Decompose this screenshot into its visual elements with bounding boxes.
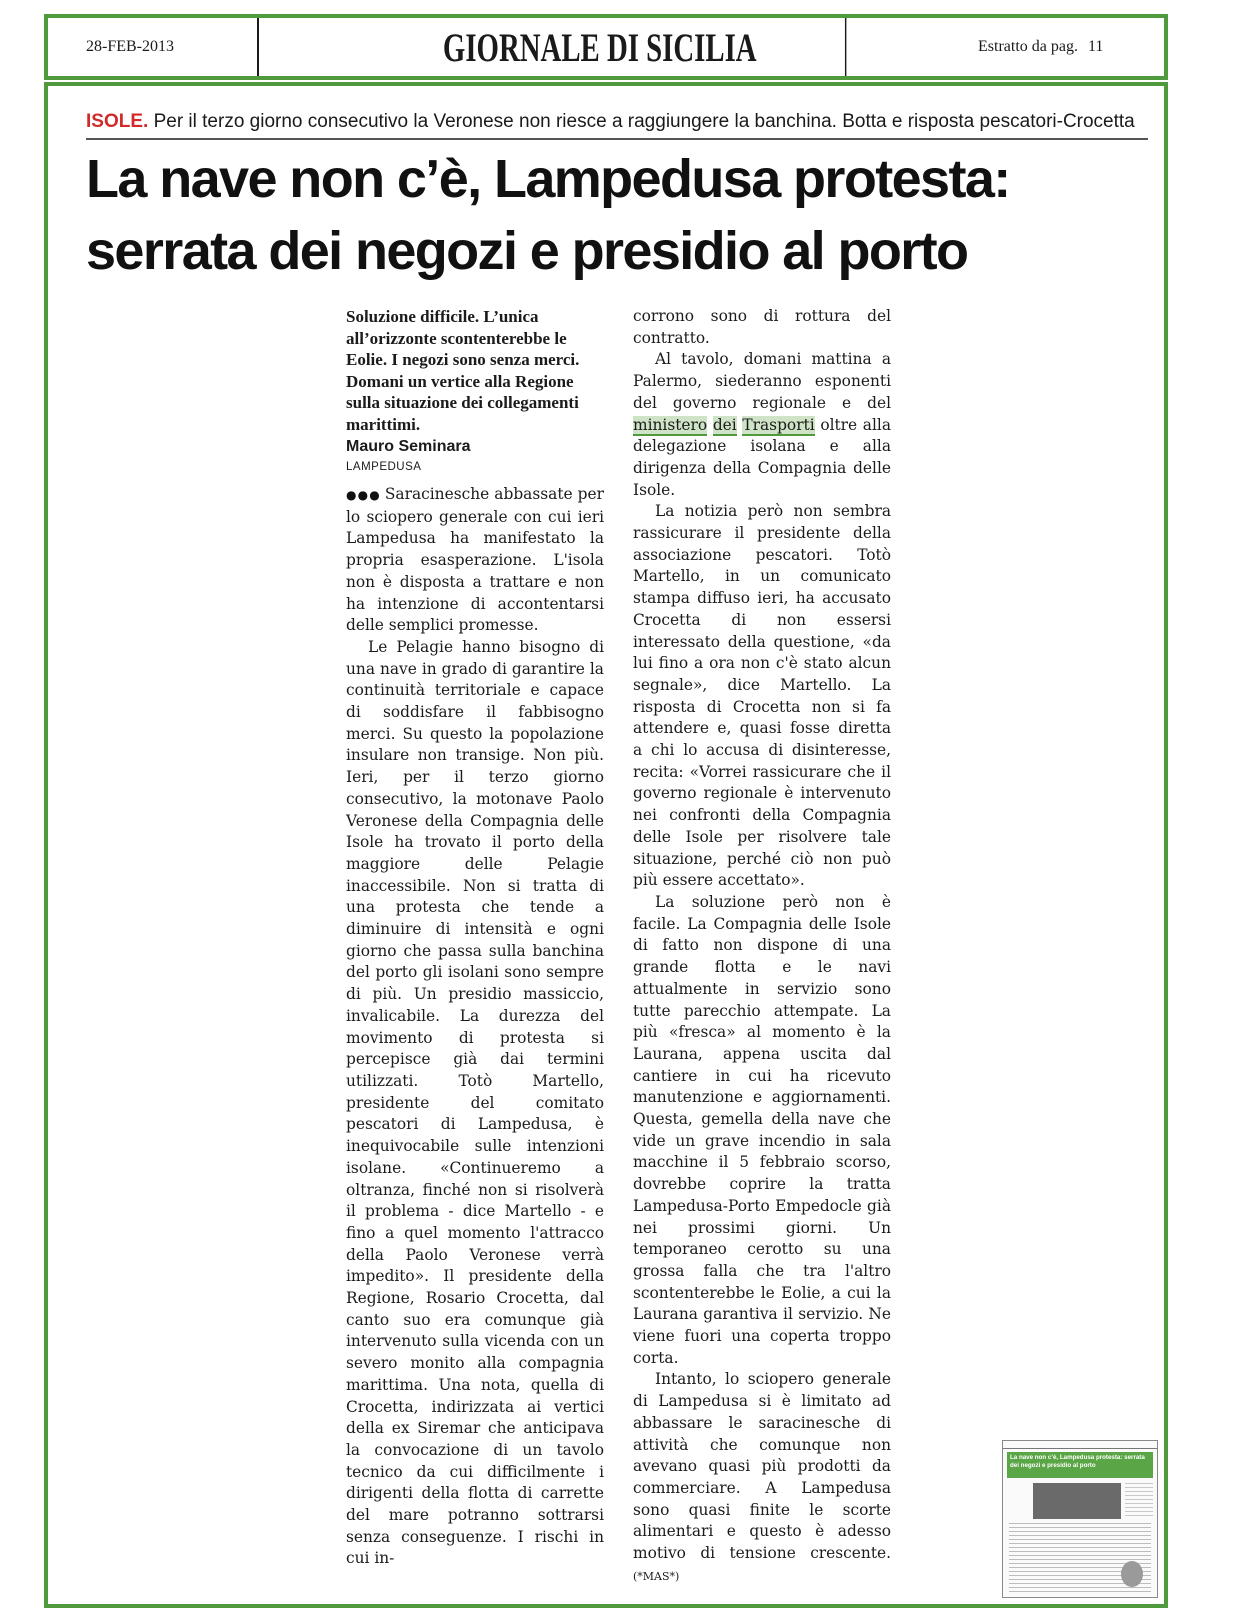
headline [86,143,1166,287]
page-label: Estratto da pag. [978,38,1078,55]
body-paragraph: corrono sono di rottura del contratto. [633,307,891,347]
body-paragraph [633,1369,891,1587]
body-paragraph [346,484,604,637]
lead-marker: ●●● [346,488,381,502]
body-paragraph: Le Pelagie hanno bisogno di una nave in grado di garantire la continuità territoriale e capace di soddisfare il fabbisogno merci. Su questo la popolazione insulare non transige. Non più. Ieri, per il terzo giorno consecutivo, la motonave Paolo Veronese della Compagnia delle Isole ha trovato il porto della maggiore delle Pelagie inaccessibile. Non si tratta di una protesta che tende a diminuire di intensità e ogni giorno che passa sulla banchina del porto gli isolani sono sempre di più. Un presidio massiccio, invalicabile. La durezza del movimento di protesta si percepisce già dai termini utilizzati. Totò Martello, presidente del comitato pescatori di Lampedusa, è inequivocabile sulle intenzioni isolane. «Continueremo a oltranza, finché non si risolverà il problema - dice Martello - e fino a quel momento l'attracco della Paolo Veronese verrà impedito». Il presidente della Regione, Rosario Crocetta, dal canto suo era comunque già intervenuto sulla vicenda con un severo monito alla compagnia marittima. Una nota, quella di Crocetta, indirizzata ai vertici della ex Siremar che anticipava la convocazione di un tavolo tecnico da cui difficilmente i dirigenti della flotta di carrette del mare potranno sottrarsi senza conseguenze. I rischi in cui in- [346,637,604,1568]
article-column-1 [346,306,604,1570]
thumbnail-portrait [1121,1561,1143,1587]
body-paragraph: La notizia però non sembra rassicurare il presidente della associazione pescatori. Totò Martello, in un comunicato stampa diffuso ieri, ha accusato Crocetta di non essersi interessato della questione, «da lui fino a ora non c'è stato alcun segnale», dice Martello. La risposta di Crocetta non si fa attendere e, quasi fosse diretta a chi lo accusa di disinteresse, recita: «Vorrei rassicurare che il governo regionale è intervenuto nei confronti della Compagnia delle Isole per risolvere tale situazione, perché ciò non può più essere accettato». [633,502,891,890]
thumbnail-sidebar [1125,1483,1153,1519]
page-number: 11 [1087,38,1104,55]
newspaper-logo: GIORNALE DI SICILIA [355,18,847,76]
page-thumbnail [1002,1440,1158,1598]
paragraph-text: Al tavolo, domani mattina a Palermo, siederanno esponenti del governo regionale e del [633,350,891,412]
publication-date: 28-FEB-2013 [48,18,259,76]
author-signature: (*MAS*) [633,1569,680,1583]
article-summary: Soluzione difficile. L’unica all’orizzonte scontenterebbe le Eolie. I negozi sono senza merci. Domani un vertice alla Regione sulla situazione dei collegamenti marittimi. [346,307,580,434]
kicker-label: ISOLE. [86,111,149,132]
thumbnail-title: La nave non c’è, Lampedusa protesta: serrata dei negozi e presidio al porto [1007,1452,1153,1478]
newspaper-header [44,14,1168,80]
paragraph-text: oltre alla delegazione isolana e alla dirigenza della Compagnia delle Isole. [633,415,891,499]
kicker-text: Per il terzo giorno consecutivo la Veronese non riesce a raggiungere la banchina. Botta e risposta pescatori-Crocetta [153,111,1135,132]
headline-line-2: serrata dei negozi e presidio al porto [86,221,968,281]
highlighted-word: dei [712,415,737,434]
body-paragraph: La soluzione però non è facile. La Compagnia delle Isole di fatto non dispone di una grande flotta e le navi attualmente in servizio sono tutte parecchio attempate. La più «fresca» al momento è la Laurana, appena uscita dal cantiere in cui ha ricevuto manutenzione e aggiornamenti. Questa, gemella della nave che vide un grave incendio in sala macchine il 5 febbraio scorso, dovrebbe coprire la tratta Lampedusa-Porto Empedocle già nei prossimi giorni. Un temporaneo cerotto su una grossa falla che tra l'altro scontenterebbe le Eolie, a cui la Laurana garantiva il servizio. Ne viene fuori una coperta troppo corta. [633,892,891,1367]
highlighted-word: Trasporti [742,415,815,434]
thumbnail-header [1003,1441,1157,1449]
dateline: LAMPEDUSA [346,461,422,473]
article-column-2 [633,306,891,1587]
author-byline: Mauro Seminara [346,438,471,455]
thumbnail-photo [1033,1483,1121,1519]
article-frame [44,82,1168,1608]
highlighted-word: ministero [633,415,708,434]
kicker [86,110,1146,134]
body-paragraph [633,349,891,501]
headline-line-1: La nave non c’è, Lampedusa protesta: [86,149,1010,209]
paragraph-text: Saracinesche abbassate per lo sciopero generale con cui ieri Lampedusa ha manifestato la propria esasperazione. L'isola non è disposta a trattare e non ha intenzione di accontentarsi delle semplici promesse. [346,485,604,635]
kicker-divider [86,138,1148,140]
page-reference [942,18,1164,76]
paragraph-text: Intanto, lo sciopero generale di Lampedusa si è limitato ad abbassare le saracinesche di attività che comunque non avevano quasi più prodotti da commerciare. A Lampedusa sono quasi finite le scorte alimentari e questo è adesso motivo di tensione crescente. [633,1370,891,1563]
